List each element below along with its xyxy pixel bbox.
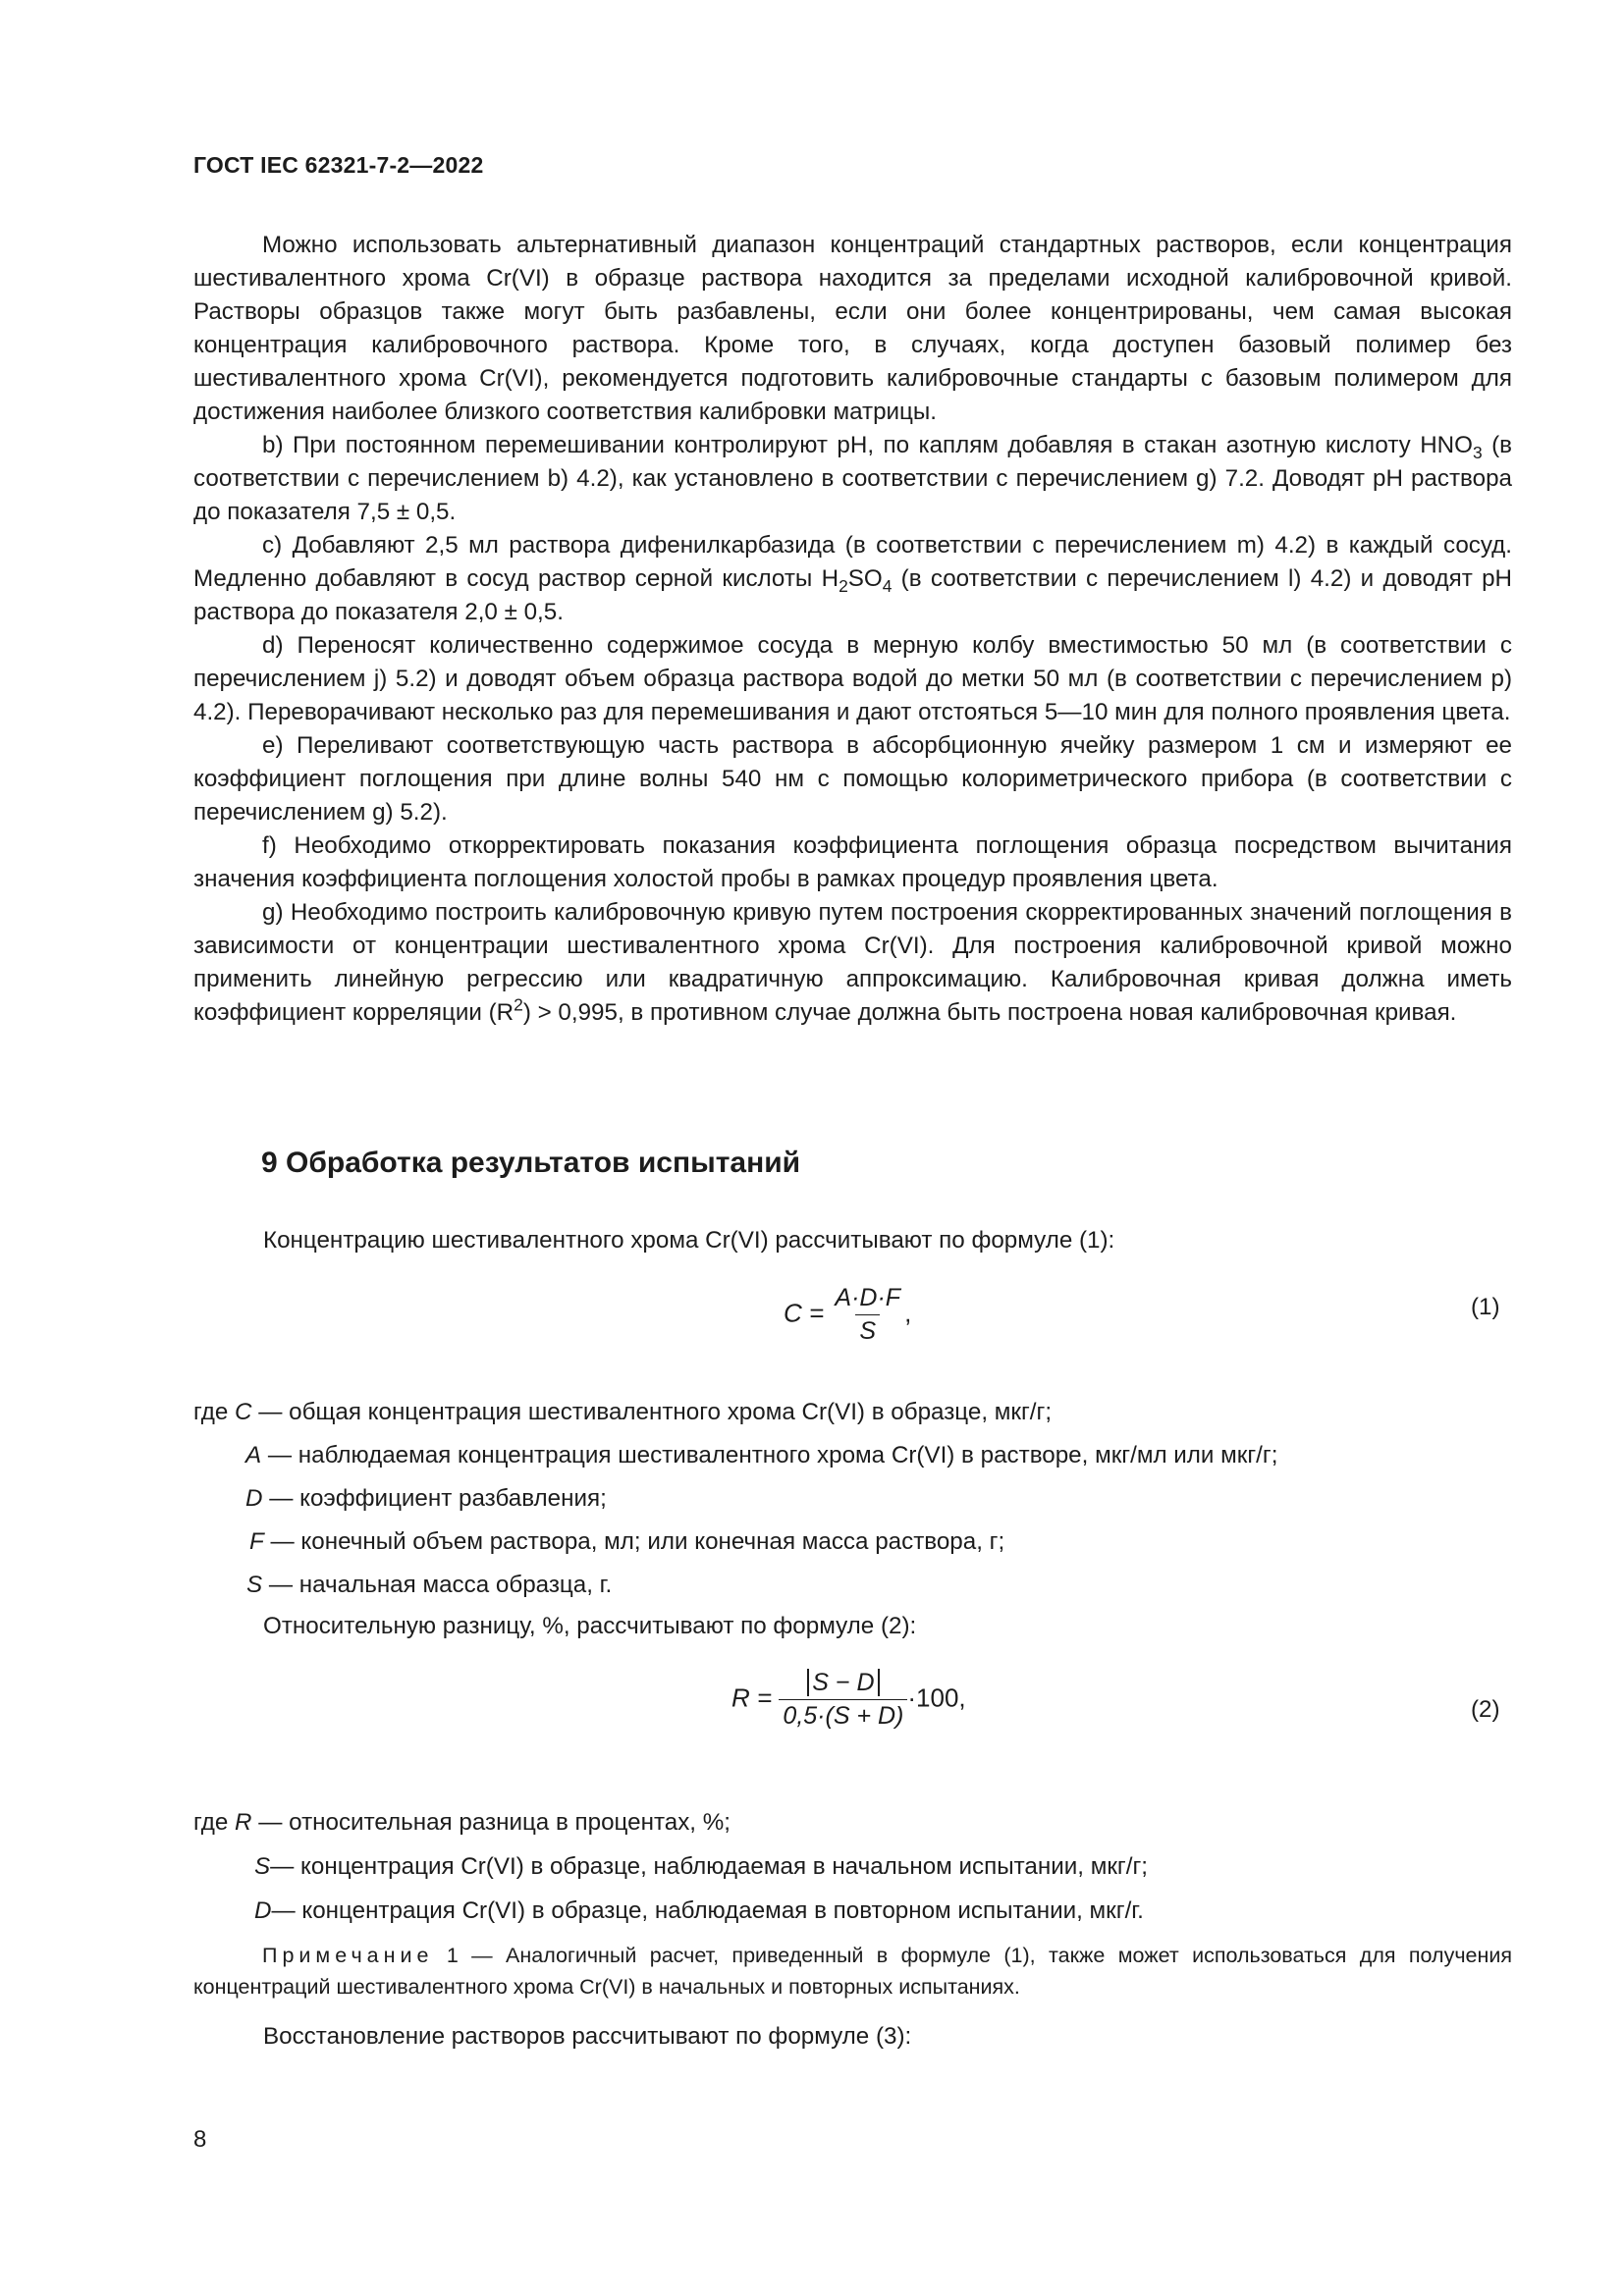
- formula-1-number: (1): [1471, 1294, 1500, 1320]
- list-item-g: g) Необходимо построить калибровочную кривую путем построения скорректированных значений поглощения в зависимости от концентрации шестивалентного хрома Cr(VI). Для построения калибровочной кривой можно применить линейную регрессию или квадратичную аппроксимацию. Калибровочная кривая должна иметь коэффициент корреляции $(R^2) > 0,995$, в противном случае должна быть построена новая калибровочная кривая.: [193, 899, 1512, 1026]
- formula-1-numerator: A·D·F: [835, 1284, 901, 1311]
- note-text: 1 — Аналогичный расчет, приведенный в формуле (1), также может использоваться для получения концентраций шестивалентного хрома Cr(VI) в начальных и повторных испытаниях.: [193, 1944, 1512, 1999]
- formula-2-lhs: R =: [731, 1682, 773, 1713]
- formula-1-denominator: S: [855, 1314, 880, 1346]
- standard-header: ГОСТ IEC 62321-7-2—2022: [193, 152, 484, 178]
- where1-row-A: A — наблюдаемая концентрация шестивалентного хрома Cr(VI) в растворе, мкг/мл или мкг/г;: [245, 1442, 1278, 1468]
- where1-row-S: S — начальная масса образца, г.: [246, 1572, 613, 1598]
- page-number: 8: [193, 2126, 207, 2153]
- where1-row-C: где C — общая концентрация шестивалентного хрома Cr(VI) в образце, мкг/г;: [193, 1399, 1053, 1425]
- paragraph-alternative-range: Можно использовать альтернативный диапазон концентраций стандартных растворов, если концентрация шестивалентного хрома Cr(VI) в образце раствора находится за пределами исходной калибровочной кривой. Растворы образцов также могут быть разбавлены, если они более концентрированы, чем самая высокая концентрация калибровочного раствора. Кроме того, в случаях, когда доступен базовый полимер без шестивалентного хрома Cr(VI), рекомендуется подготовить калибровочные стандарты с базовым полимером для достижения наиболее близкого соответствия калибровки матрицы.: [193, 232, 1512, 425]
- body-text-block: [193, 229, 1512, 1030]
- where2-row-S: S— концентрация Cr(VI) в образце, наблюдаемая в начальном испытании, мкг/г;: [254, 1853, 1148, 1880]
- formula-1-fraction: [831, 1284, 904, 1346]
- note-lead: Примечание: [262, 1944, 434, 1967]
- where2-row-R: где R — относительная разница в процентах, %;: [193, 1809, 731, 1836]
- list-item-b: b) При постоянном перемешивании контролируют pH, по каплям добавляя в стакан азотную кислоту $HNO_3$ (в соответствии с перечислением b) 4.2), как установлено в соответствии с перечислением g) 7.2. Доводят pH раствора до показателя 7,5 ± 0,5.: [193, 432, 1513, 525]
- formula-1: [784, 1284, 911, 1346]
- list-item-f: f) Необходимо откорректировать показания коэффициента поглощения образца посредством вычитания значения коэффициента поглощения холостой пробы в рамках процедур проявления цвета.: [193, 832, 1512, 892]
- formula-2-numerator: S − D: [803, 1669, 883, 1699]
- formula3-intro: Восстановление растворов рассчитывают по формуле (3):: [263, 2023, 912, 2050]
- where2-row-D: D— концентрация Cr(VI) в образце, наблюдаемая в повторном испытании, мкг/г.: [254, 1897, 1144, 1924]
- list-item-e: е) Переливают соответствующую часть раствора в абсорбционную ячейку размером 1 см и измеряют ее коэффициент поглощения при длине волны 540 нм с помощью колориметрического прибора (в соответствии с перечислением g) 5.2).: [193, 732, 1512, 826]
- formula-2-tail: ·100,: [907, 1682, 966, 1713]
- formula-2-denominator: 0,5·(S + D): [779, 1699, 907, 1731]
- formula1-intro: Концентрацию шестивалентного хрома Cr(VI) рассчитывают по формуле (1):: [263, 1227, 1115, 1254]
- formula-2-fraction: [779, 1669, 907, 1731]
- formula-2: [731, 1669, 966, 1731]
- formula-1-lhs: C =: [784, 1298, 825, 1328]
- section-heading: 9 Обработка результатов испытаний: [261, 1147, 801, 1179]
- where1-row-F: F — конечный объем раствора, мл; или конечная масса раствора, г;: [249, 1528, 1005, 1555]
- formula2-intro: Относительную разницу, %, рассчитывают по формуле (2):: [263, 1613, 917, 1639]
- note-1: [193, 1940, 1512, 2002]
- list-item-c: с) Добавляют 2,5 мл раствора дифенилкарбазида (в соответствии с перечислением m) 4.2) в каждый сосуд. Медленно добавляют в сосуд раствор серной кислоты $H_2SO_4$ (в соответствии с перечислением l) 4.2) и доводят pH раствора до показателя 2,0 ± 0,5.: [193, 532, 1512, 625]
- list-item-d: d) Переносят количественно содержимое сосуда в мерную колбу вместимостью 50 мл (в соответствии с перечислением j) 5.2) и доводят объем образца раствора водой до метки 50 мл (в соответствии с перечислением p) 4.2). Переворачивают несколько раз для перемешивания и дают отстояться 5—10 мин для полного проявления цвета.: [193, 632, 1512, 725]
- formula-1-tail: ,: [904, 1298, 912, 1328]
- formula-2-number: (2): [1471, 1696, 1500, 1723]
- where1-row-D: D — коэффициент разбавления;: [245, 1485, 607, 1512]
